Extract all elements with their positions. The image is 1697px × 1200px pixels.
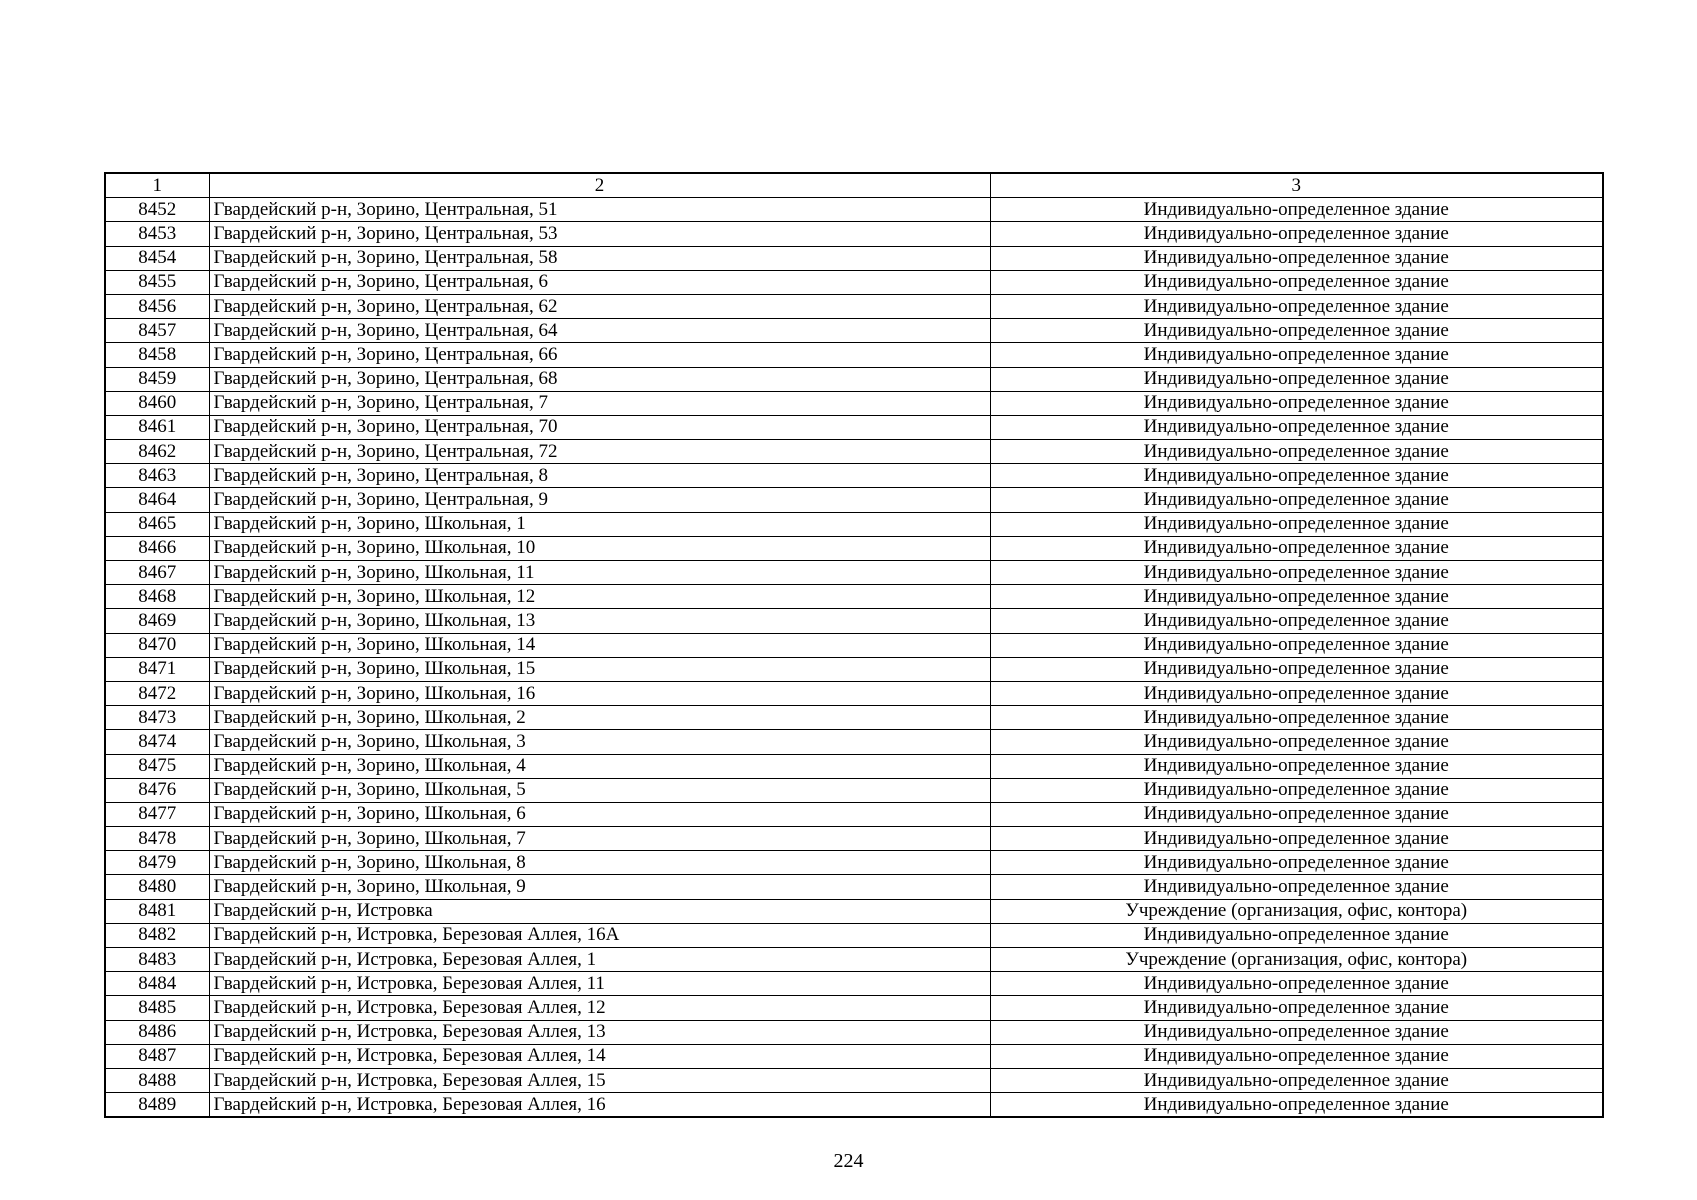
row-number-cell: 8489 xyxy=(105,1093,209,1118)
object-type-cell: Индивидуально-определенное здание xyxy=(990,972,1603,996)
object-type-cell: Индивидуально-определенное здание xyxy=(990,609,1603,633)
table-row xyxy=(105,319,1603,343)
object-type-cell: Индивидуально-определенное здание xyxy=(990,319,1603,343)
row-number-cell: 8470 xyxy=(105,633,209,657)
object-type-cell: Индивидуально-определенное здание xyxy=(990,633,1603,657)
table-row xyxy=(105,343,1603,367)
row-number-cell: 8459 xyxy=(105,367,209,391)
object-type-cell: Индивидуально-определенное здание xyxy=(990,585,1603,609)
address-cell: Гвардейский р-н, Зорино, Центральная, 53 xyxy=(209,222,990,246)
object-type-cell: Индивидуально-определенное здание xyxy=(990,415,1603,439)
table-row xyxy=(105,1093,1603,1118)
row-number-cell: 8477 xyxy=(105,802,209,826)
row-number-cell: 8452 xyxy=(105,198,209,222)
row-number-cell: 8454 xyxy=(105,246,209,270)
row-number-cell: 8465 xyxy=(105,512,209,536)
row-number-cell: 8482 xyxy=(105,923,209,947)
address-cell: Гвардейский р-н, Зорино, Школьная, 4 xyxy=(209,754,990,778)
table-row xyxy=(105,222,1603,246)
object-type-cell: Индивидуально-определенное здание xyxy=(990,657,1603,681)
address-cell: Гвардейский р-н, Зорино, Школьная, 11 xyxy=(209,561,990,585)
table-row xyxy=(105,827,1603,851)
table-row xyxy=(105,972,1603,996)
row-number-cell: 8484 xyxy=(105,972,209,996)
object-type-cell: Индивидуально-определенное здание xyxy=(990,464,1603,488)
row-number-cell: 8466 xyxy=(105,536,209,560)
address-cell: Гвардейский р-н, Истровка, Березовая Аллея, 13 xyxy=(209,1020,990,1044)
table-row xyxy=(105,561,1603,585)
table-row xyxy=(105,1068,1603,1092)
address-cell: Гвардейский р-н, Зорино, Школьная, 5 xyxy=(209,778,990,802)
row-number-cell: 8487 xyxy=(105,1044,209,1068)
object-type-cell: Индивидуально-определенное здание xyxy=(990,730,1603,754)
document-table-container xyxy=(104,172,1604,1118)
address-cell: Гвардейский р-н, Зорино, Школьная, 9 xyxy=(209,875,990,899)
object-type-cell: Индивидуально-определенное здание xyxy=(990,827,1603,851)
table-header-row xyxy=(105,173,1603,198)
table-row xyxy=(105,536,1603,560)
header-cell-2: 2 xyxy=(209,173,990,198)
table-row xyxy=(105,730,1603,754)
address-cell: Гвардейский р-н, Зорино, Центральная, 64 xyxy=(209,319,990,343)
object-type-cell: Индивидуально-определенное здание xyxy=(990,1044,1603,1068)
table-row xyxy=(105,294,1603,318)
object-type-cell: Индивидуально-определенное здание xyxy=(990,440,1603,464)
row-number-cell: 8457 xyxy=(105,319,209,343)
table-row xyxy=(105,633,1603,657)
table-row xyxy=(105,681,1603,705)
row-number-cell: 8458 xyxy=(105,343,209,367)
table-row xyxy=(105,802,1603,826)
address-cell: Гвардейский р-н, Зорино, Центральная, 58 xyxy=(209,246,990,270)
table-row xyxy=(105,875,1603,899)
object-type-cell: Индивидуально-определенное здание xyxy=(990,246,1603,270)
object-type-cell: Индивидуально-определенное здание xyxy=(990,1020,1603,1044)
object-type-cell: Индивидуально-определенное здание xyxy=(990,778,1603,802)
object-type-cell: Индивидуально-определенное здание xyxy=(990,851,1603,875)
table-row xyxy=(105,440,1603,464)
row-number-cell: 8460 xyxy=(105,391,209,415)
row-number-cell: 8485 xyxy=(105,996,209,1020)
row-number-cell: 8467 xyxy=(105,561,209,585)
address-cell: Гвардейский р-н, Зорино, Центральная, 7 xyxy=(209,391,990,415)
address-cell: Гвардейский р-н, Зорино, Школьная, 13 xyxy=(209,609,990,633)
table-row xyxy=(105,1020,1603,1044)
table-row xyxy=(105,899,1603,923)
object-type-cell: Индивидуально-определенное здание xyxy=(990,512,1603,536)
row-number-cell: 8453 xyxy=(105,222,209,246)
address-cell: Гвардейский р-н, Истровка, Березовая Аллея, 15 xyxy=(209,1068,990,1092)
table-row xyxy=(105,391,1603,415)
address-cell: Гвардейский р-н, Зорино, Школьная, 8 xyxy=(209,851,990,875)
object-type-cell: Индивидуально-определенное здание xyxy=(990,1093,1603,1118)
row-number-cell: 8471 xyxy=(105,657,209,681)
address-cell: Гвардейский р-н, Зорино, Центральная, 70 xyxy=(209,415,990,439)
row-number-cell: 8476 xyxy=(105,778,209,802)
row-number-cell: 8480 xyxy=(105,875,209,899)
address-cell: Гвардейский р-н, Зорино, Школьная, 15 xyxy=(209,657,990,681)
row-number-cell: 8469 xyxy=(105,609,209,633)
row-number-cell: 8473 xyxy=(105,706,209,730)
object-type-cell: Индивидуально-определенное здание xyxy=(990,875,1603,899)
address-cell: Гвардейский р-н, Истровка, Березовая Аллея, 16 xyxy=(209,1093,990,1118)
table-body xyxy=(105,173,1603,1117)
table-row xyxy=(105,488,1603,512)
table-row xyxy=(105,948,1603,972)
row-number-cell: 8455 xyxy=(105,270,209,294)
row-number-cell: 8464 xyxy=(105,488,209,512)
row-number-cell: 8456 xyxy=(105,294,209,318)
object-type-cell: Индивидуально-определенное здание xyxy=(990,1068,1603,1092)
page-number: 224 xyxy=(833,1150,864,1172)
address-cell: Гвардейский р-н, Зорино, Школьная, 16 xyxy=(209,681,990,705)
row-number-cell: 8488 xyxy=(105,1068,209,1092)
object-type-cell: Индивидуально-определенное здание xyxy=(990,198,1603,222)
address-cell: Гвардейский р-н, Зорино, Школьная, 7 xyxy=(209,827,990,851)
object-type-cell: Индивидуально-определенное здание xyxy=(990,270,1603,294)
object-type-cell: Индивидуально-определенное здание xyxy=(990,681,1603,705)
table-row xyxy=(105,1044,1603,1068)
object-type-cell: Учреждение (организация, офис, контора) xyxy=(990,899,1603,923)
address-cell: Гвардейский р-н, Зорино, Центральная, 62 xyxy=(209,294,990,318)
row-number-cell: 8463 xyxy=(105,464,209,488)
address-cell: Гвардейский р-н, Истровка, Березовая Аллея, 1 xyxy=(209,948,990,972)
registry-table xyxy=(104,172,1604,1118)
address-cell: Гвардейский р-н, Зорино, Центральная, 68 xyxy=(209,367,990,391)
address-cell: Гвардейский р-н, Истровка xyxy=(209,899,990,923)
table-row xyxy=(105,923,1603,947)
table-row xyxy=(105,851,1603,875)
table-row xyxy=(105,270,1603,294)
table-row xyxy=(105,706,1603,730)
row-number-cell: 8486 xyxy=(105,1020,209,1044)
table-row xyxy=(105,609,1603,633)
table-row xyxy=(105,778,1603,802)
table-row xyxy=(105,754,1603,778)
address-cell: Гвардейский р-н, Зорино, Школьная, 1 xyxy=(209,512,990,536)
object-type-cell: Индивидуально-определенное здание xyxy=(990,391,1603,415)
row-number-cell: 8468 xyxy=(105,585,209,609)
table-row xyxy=(105,996,1603,1020)
row-number-cell: 8472 xyxy=(105,681,209,705)
table-row xyxy=(105,198,1603,222)
address-cell: Гвардейский р-н, Зорино, Центральная, 8 xyxy=(209,464,990,488)
row-number-cell: 8474 xyxy=(105,730,209,754)
header-cell-3: 3 xyxy=(990,173,1603,198)
row-number-cell: 8475 xyxy=(105,754,209,778)
header-cell-1: 1 xyxy=(105,173,209,198)
object-type-cell: Индивидуально-определенное здание xyxy=(990,996,1603,1020)
object-type-cell: Индивидуально-определенное здание xyxy=(990,536,1603,560)
object-type-cell: Индивидуально-определенное здание xyxy=(990,367,1603,391)
address-cell: Гвардейский р-н, Истровка, Березовая Аллея, 16А xyxy=(209,923,990,947)
object-type-cell: Учреждение (организация, офис, контора) xyxy=(990,948,1603,972)
object-type-cell: Индивидуально-определенное здание xyxy=(990,923,1603,947)
address-cell: Гвардейский р-н, Истровка, Березовая Аллея, 11 xyxy=(209,972,990,996)
table-row xyxy=(105,367,1603,391)
object-type-cell: Индивидуально-определенное здание xyxy=(990,706,1603,730)
table-row xyxy=(105,512,1603,536)
address-cell: Гвардейский р-н, Зорино, Центральная, 6 xyxy=(209,270,990,294)
object-type-cell: Индивидуально-определенное здание xyxy=(990,561,1603,585)
address-cell: Гвардейский р-н, Зорино, Центральная, 72 xyxy=(209,440,990,464)
table-row xyxy=(105,415,1603,439)
row-number-cell: 8478 xyxy=(105,827,209,851)
address-cell: Гвардейский р-н, Зорино, Школьная, 12 xyxy=(209,585,990,609)
address-cell: Гвардейский р-н, Истровка, Березовая Аллея, 14 xyxy=(209,1044,990,1068)
table-row xyxy=(105,246,1603,270)
address-cell: Гвардейский р-н, Зорино, Школьная, 6 xyxy=(209,802,990,826)
table-row xyxy=(105,585,1603,609)
address-cell: Гвардейский р-н, Зорино, Центральная, 9 xyxy=(209,488,990,512)
table-row xyxy=(105,657,1603,681)
address-cell: Гвардейский р-н, Зорино, Центральная, 51 xyxy=(209,198,990,222)
object-type-cell: Индивидуально-определенное здание xyxy=(990,343,1603,367)
row-number-cell: 8481 xyxy=(105,899,209,923)
object-type-cell: Индивидуально-определенное здание xyxy=(990,802,1603,826)
row-number-cell: 8483 xyxy=(105,948,209,972)
object-type-cell: Индивидуально-определенное здание xyxy=(990,222,1603,246)
address-cell: Гвардейский р-н, Зорино, Школьная, 3 xyxy=(209,730,990,754)
table-row xyxy=(105,464,1603,488)
address-cell: Гвардейский р-н, Истровка, Березовая Аллея, 12 xyxy=(209,996,990,1020)
address-cell: Гвардейский р-н, Зорино, Школьная, 14 xyxy=(209,633,990,657)
object-type-cell: Индивидуально-определенное здание xyxy=(990,488,1603,512)
object-type-cell: Индивидуально-определенное здание xyxy=(990,754,1603,778)
address-cell: Гвардейский р-н, Зорино, Школьная, 2 xyxy=(209,706,990,730)
row-number-cell: 8479 xyxy=(105,851,209,875)
address-cell: Гвардейский р-н, Зорино, Центральная, 66 xyxy=(209,343,990,367)
row-number-cell: 8461 xyxy=(105,415,209,439)
row-number-cell: 8462 xyxy=(105,440,209,464)
object-type-cell: Индивидуально-определенное здание xyxy=(990,294,1603,318)
address-cell: Гвардейский р-н, Зорино, Школьная, 10 xyxy=(209,536,990,560)
